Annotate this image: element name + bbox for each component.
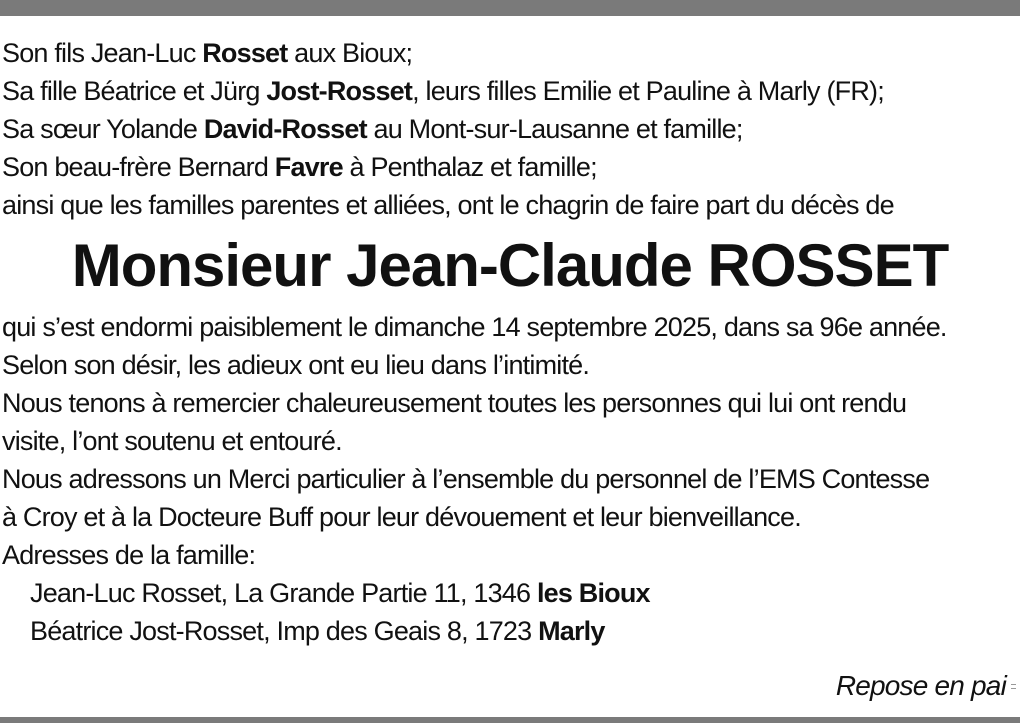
body-line-3: Nous tenons à remercier chaleureusement toutes les personnes qui lui ont rendu (2, 388, 907, 418)
family-surname: David-Rosset (203, 114, 367, 144)
family-surname: Jost-Rosset (266, 76, 413, 106)
address-text: Jean-Luc Rosset, La Grande Partie 11, 1346 (30, 578, 537, 608)
addresses-heading: Adresses de la famille: (2, 540, 256, 570)
family-line-4 (2, 148, 1018, 186)
family-line-text: Son beau-frère Bernard (2, 152, 275, 182)
family-line-2 (2, 72, 1018, 110)
cropped-mark (1011, 684, 1016, 689)
body-line-2: Selon son désir, les adieux ont eu lieu dans l’intimité. (2, 350, 590, 380)
body-line-4: visite, l’ont soutenu et entouré. (2, 426, 342, 456)
family-line-text: Sa sœur Yolande (2, 114, 204, 144)
deceased-name: Monsieur Jean-Claude ROSSET (71, 232, 949, 299)
address-line-1 (2, 574, 1018, 612)
body-line-1: qui s’est endormi paisiblement le dimanche 14 septembre 2025, dans sa 96e année. (2, 312, 947, 342)
family-line-text: ainsi que les familles parentes et alliées, ont le chagrin de faire part du décès de (2, 190, 894, 220)
family-line-text: Son fils Jean-Luc (2, 38, 203, 68)
family-line-3 (2, 110, 1018, 148)
family-line-text: au Mont-sur-Lausanne et famille; (366, 114, 743, 144)
family-surname: Rosset (202, 38, 288, 68)
family-line-text: à Penthalaz et famille; (342, 152, 597, 182)
address-text: Béatrice Jost-Rosset, Imp des Geais 8, 1723 (30, 616, 539, 646)
top-border (0, 0, 1020, 16)
family-line-5 (2, 186, 1018, 224)
family-line-1 (2, 34, 1018, 72)
address-locality: Marly (538, 616, 605, 646)
closing-phrase: Repose en pai (835, 670, 1006, 701)
family-line-text: , leurs filles Emilie et Pauline à Marly (FR); (412, 76, 884, 106)
obituary-notice (2, 34, 1018, 650)
address-locality: les Bioux (536, 578, 650, 608)
family-line-text: Sa fille Béatrice et Jürg (2, 76, 267, 106)
family-line-text: aux Bioux; (287, 38, 413, 68)
body-line-5: Nous adressons un Merci particulier à l’ensemble du personnel de l’EMS Contesse (2, 464, 930, 494)
family-surname: Favre (274, 152, 343, 182)
bottom-border (0, 717, 1020, 723)
body-line-6: à Croy et à la Docteure Buff pour leur dévouement et leur bienveillance. (2, 502, 801, 532)
address-line-2 (2, 612, 1018, 650)
